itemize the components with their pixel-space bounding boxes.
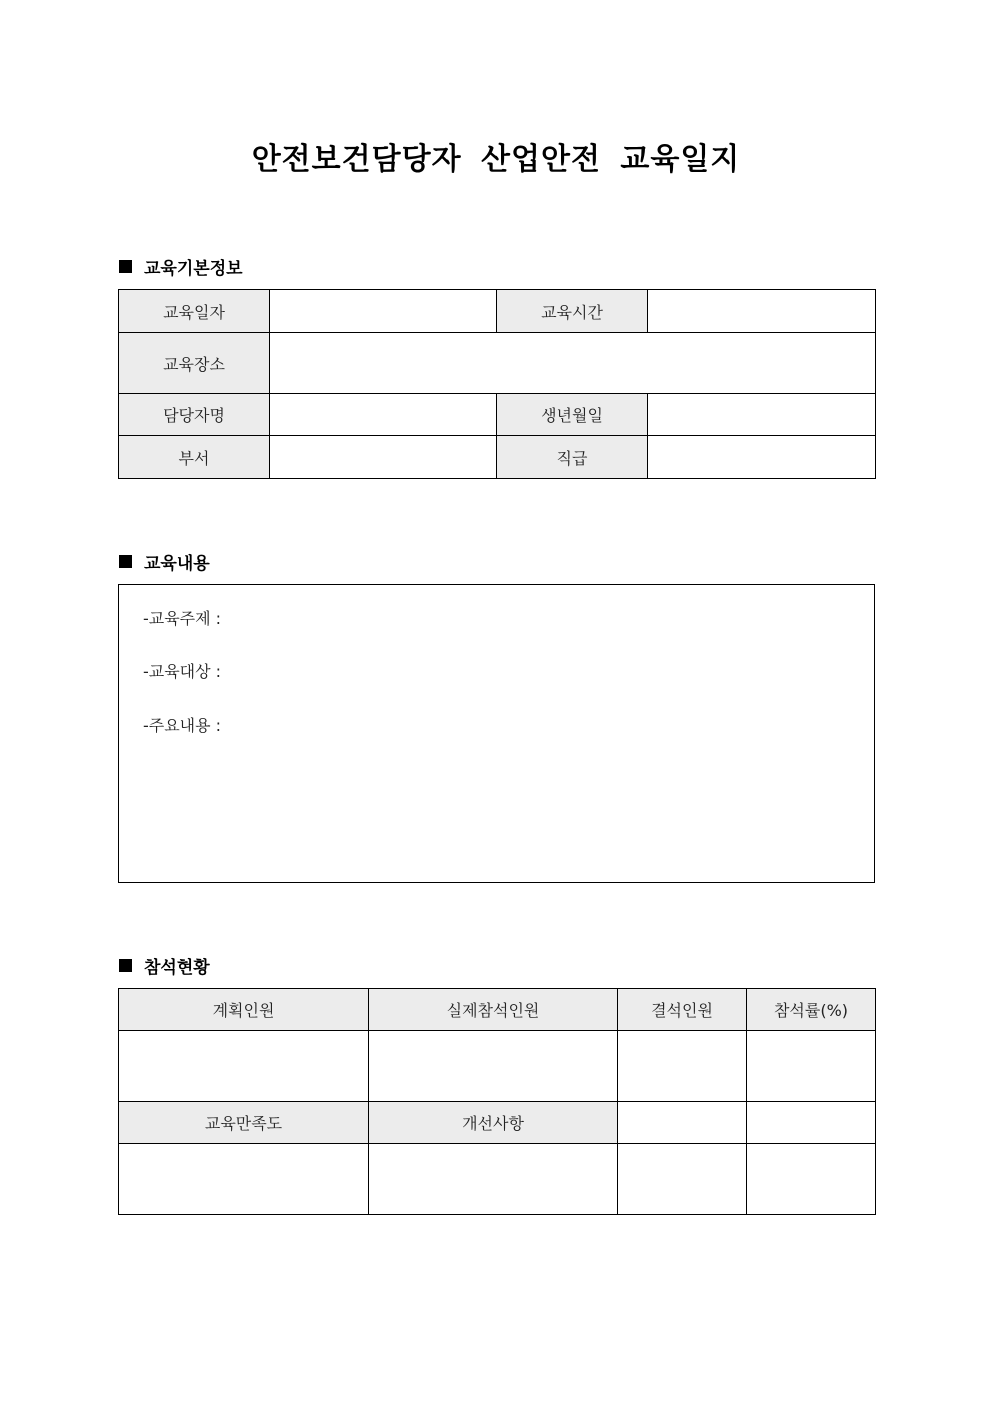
education-content-box[interactable] (118, 584, 875, 883)
department-field[interactable] (270, 436, 497, 479)
label-birth-date: 생년월일 (497, 394, 648, 436)
table-header-row (119, 1102, 876, 1144)
label-education-date: 교육일자 (119, 290, 270, 333)
black-square-icon (119, 959, 132, 972)
black-square-icon (119, 555, 132, 568)
header-actual-attendance: 실제참석인원 (369, 989, 618, 1031)
table-row (119, 290, 876, 333)
manager-name-field[interactable] (270, 394, 497, 436)
attendance-rate-field[interactable] (747, 1031, 876, 1102)
blank-cell[interactable] (747, 1144, 876, 1215)
table-row (119, 333, 876, 394)
section-heading-attendance (119, 953, 210, 978)
improvements-field[interactable] (369, 1144, 618, 1215)
section-heading-content (119, 549, 210, 574)
attendance-table (118, 988, 876, 1215)
birth-date-field[interactable] (648, 394, 876, 436)
content-line-main: -주요내용 : (143, 716, 222, 735)
header-improvements: 개선사항 (369, 1102, 618, 1144)
position-field[interactable] (648, 436, 876, 479)
section-heading-basic-info (119, 254, 243, 279)
table-row (119, 1144, 876, 1215)
table-row (119, 436, 876, 479)
education-time-field[interactable] (648, 290, 876, 333)
education-date-field[interactable] (270, 290, 497, 333)
education-place-field[interactable] (270, 333, 876, 394)
header-planned-count: 계획인원 (119, 989, 369, 1031)
actual-attendance-field[interactable] (369, 1031, 618, 1102)
table-header-row (119, 989, 876, 1031)
section-heading-label: 교육내용 (144, 554, 210, 574)
table-row (119, 394, 876, 436)
label-education-time: 교육시간 (497, 290, 648, 333)
blank-cell[interactable] (618, 1102, 747, 1144)
blank-cell[interactable] (747, 1102, 876, 1144)
label-position: 직급 (497, 436, 648, 479)
header-absent-count: 결석인원 (618, 989, 747, 1031)
basic-info-table (118, 289, 876, 479)
black-square-icon (119, 260, 132, 273)
content-line-target: -교육대상 : (143, 662, 222, 681)
label-department: 부서 (119, 436, 270, 479)
header-attendance-rate: 참석률(%) (747, 989, 876, 1031)
header-satisfaction: 교육만족도 (119, 1102, 369, 1144)
table-row (119, 1031, 876, 1102)
section-heading-label: 교육기본정보 (144, 259, 243, 279)
label-education-place: 교육장소 (119, 333, 270, 394)
section-heading-label: 참석현황 (144, 958, 210, 978)
absent-count-field[interactable] (618, 1031, 747, 1102)
satisfaction-field[interactable] (119, 1144, 369, 1215)
planned-count-field[interactable] (119, 1031, 369, 1102)
label-manager-name: 담당자명 (119, 394, 270, 436)
blank-cell[interactable] (618, 1144, 747, 1215)
document-title: 안전보건담당자 산업안전 교육일지 (251, 142, 741, 177)
content-line-topic: -교육주제 : (143, 609, 222, 628)
